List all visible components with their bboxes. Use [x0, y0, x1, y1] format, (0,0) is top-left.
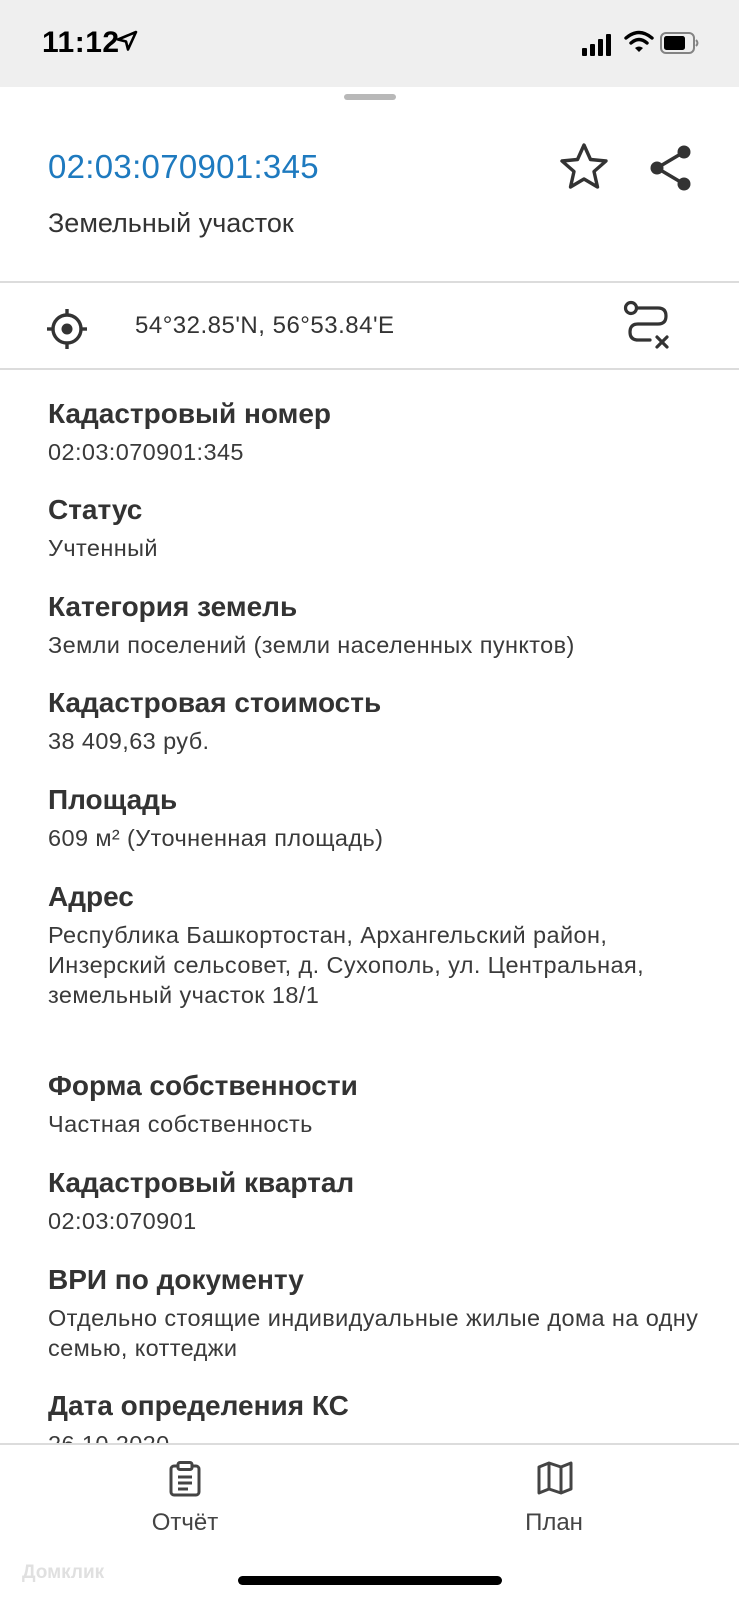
field-label: Кадастровая стоимость: [48, 687, 382, 718]
status-time: 11:12: [42, 26, 120, 59]
field-label: Статус: [48, 494, 143, 525]
field-label: Форма собственности: [48, 1070, 358, 1101]
star-icon[interactable]: [558, 141, 610, 193]
field-value[interactable]: 02:03:070901:345: [48, 439, 244, 465]
tab-report[interactable]: [105, 1445, 265, 1555]
field-label: Площадь: [48, 784, 178, 815]
map-icon: [537, 1461, 573, 1495]
field-status: [48, 493, 708, 563]
field-value: 38 409,63 руб.: [48, 728, 210, 754]
divider-top: [0, 281, 739, 283]
signal-icon: [582, 34, 614, 56]
field-value[interactable]: 02:03:070901: [48, 1208, 197, 1234]
divider-location: [0, 368, 739, 370]
sheet-grabber[interactable]: [344, 94, 396, 100]
field-ownership: [48, 1069, 708, 1139]
field-value: Частная собственность: [48, 1111, 313, 1137]
cadastral-number-link[interactable]: 02:03:070901:345: [48, 148, 319, 185]
tab-plan-label: План: [525, 1509, 583, 1536]
route-icon[interactable]: [622, 300, 674, 352]
status-bar: [0, 0, 739, 87]
field-cadastral-value: [48, 686, 708, 756]
object-type: Земельный участок: [48, 208, 294, 238]
field-value: Отдельно стоящие индивидуальные жилые дома на одну семью, коттеджи: [48, 1305, 699, 1361]
field-label: Кадастровый номер: [48, 398, 331, 429]
watermark: Домклик: [22, 1562, 105, 1583]
field-land-category: [48, 590, 708, 660]
clipboard-icon: [168, 1461, 202, 1497]
field-value[interactable]: Республика Башкортостан, Архангельский район, Инзерский сельсовет, д. Сухополь, ул. Центральная, земельный участок 18/1: [48, 922, 645, 1008]
field-value: 609 м² (Уточненная площадь): [48, 825, 384, 851]
share-icon[interactable]: [648, 144, 694, 192]
home-indicator[interactable]: [238, 1576, 502, 1585]
field-cadastral-quarter: [48, 1166, 708, 1236]
tab-report-label: Отчёт: [151, 1509, 219, 1536]
field-permitted-use: [48, 1263, 708, 1363]
field-cadastral-number: [48, 397, 708, 467]
field-value: Земли поселений (земли населенных пунктов): [48, 632, 575, 658]
field-label: Дата определения КС: [48, 1390, 349, 1421]
battery-icon: [660, 31, 700, 55]
field-label: ВРИ по документу: [48, 1264, 304, 1295]
wifi-icon: [624, 30, 654, 54]
target-icon[interactable]: [46, 308, 88, 350]
tab-plan[interactable]: [474, 1445, 634, 1555]
field-address: [48, 880, 708, 1010]
coordinates-text[interactable]: 54°32.85'N, 56°53.84'E: [135, 312, 395, 339]
field-label: Адрес: [48, 881, 134, 912]
field-label: Категория земель: [48, 591, 298, 622]
location-arrow-icon: [116, 30, 138, 52]
field-area: [48, 783, 708, 853]
field-value: Учтенный: [48, 535, 158, 561]
field-label: Кадастровый квартал: [48, 1167, 355, 1198]
